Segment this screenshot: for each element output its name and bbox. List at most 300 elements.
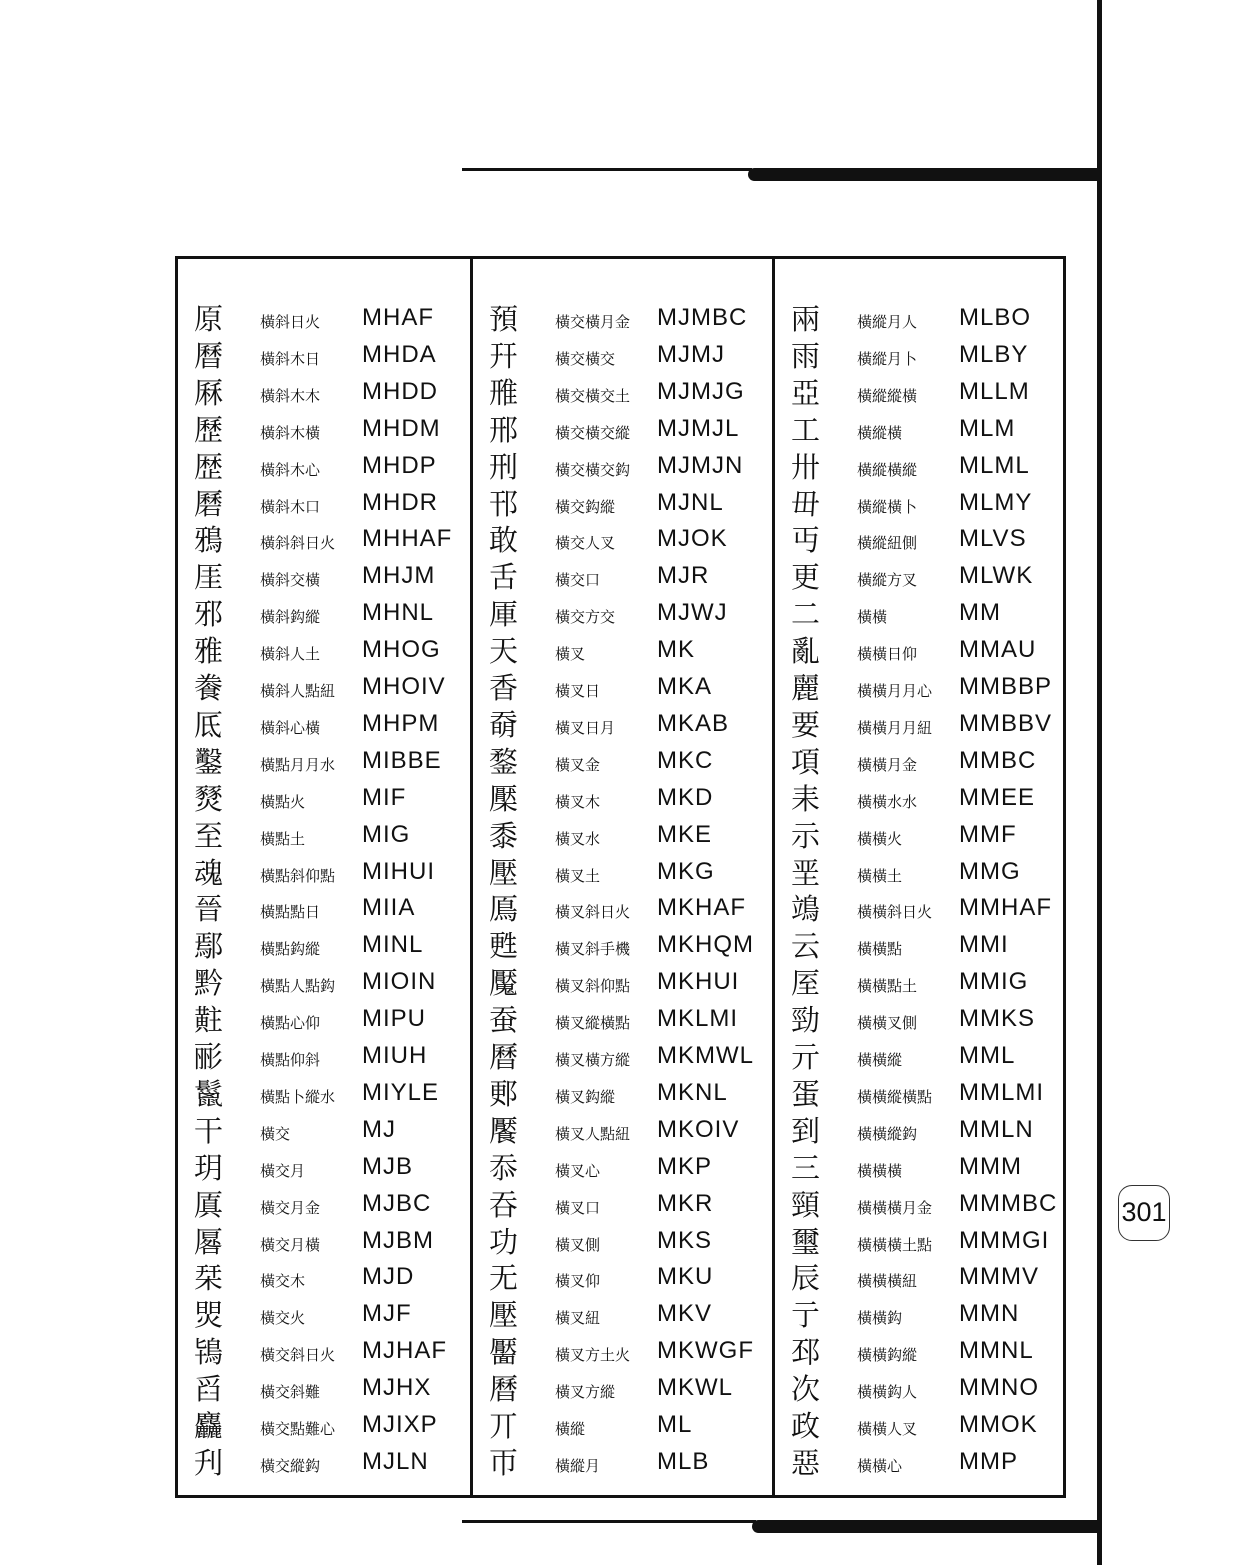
table-row	[775, 965, 1063, 1001]
radical-sequence: 橫交點難心	[260, 1420, 336, 1438]
table-row	[775, 1187, 1063, 1223]
table-row	[473, 1334, 772, 1370]
character: 雅	[194, 634, 224, 669]
table-row	[775, 1260, 1063, 1296]
radical-sequence: 橫交火	[260, 1309, 306, 1328]
character: 厔	[791, 966, 821, 1001]
input-code: MMBBV	[959, 709, 1053, 737]
input-code: MJBC	[362, 1189, 432, 1217]
input-code: MJMBC	[657, 304, 748, 331]
radical-sequence: 橫點鈎縱	[260, 940, 321, 959]
radical-sequence: 橫縱月人	[857, 313, 918, 331]
table-row	[775, 744, 1063, 780]
radical-sequence: 橫交橫交土	[555, 386, 631, 405]
character: 黔	[194, 966, 224, 1001]
radical-sequence: 橫縱橫卜	[857, 497, 918, 516]
radical-sequence: 橫點點日	[260, 903, 321, 922]
table-row	[775, 338, 1063, 374]
table-row	[473, 855, 772, 891]
character: 舌	[489, 560, 519, 595]
table-row	[473, 1187, 772, 1223]
character: 檿	[489, 781, 519, 816]
input-code: MKD	[657, 783, 714, 811]
input-code: MJF	[362, 1300, 412, 1328]
table-column-3	[772, 259, 1063, 1495]
input-code: MMF	[959, 820, 1017, 848]
table-row	[178, 855, 470, 891]
character: 无	[489, 1261, 519, 1296]
radical-sequence: 橫叉斜仰點	[555, 977, 631, 996]
input-code: MKU	[657, 1263, 714, 1291]
input-code: MML	[959, 1042, 1016, 1069]
table-row	[775, 1076, 1063, 1112]
character: 厧	[194, 1187, 224, 1222]
character: 亂	[791, 634, 821, 669]
table-row	[473, 1260, 772, 1296]
radical-sequence: 橫橫縱鈎	[857, 1124, 918, 1143]
character: 栞	[194, 1261, 224, 1296]
input-code: MJD	[362, 1263, 415, 1291]
input-code: MIF	[362, 783, 407, 811]
character: 厤	[194, 375, 224, 410]
character: 奣	[489, 707, 519, 742]
input-code: MIIA	[362, 894, 416, 922]
radical-sequence: 橫橫月月紐	[857, 718, 933, 737]
table-row	[775, 1445, 1063, 1481]
character: 亞	[791, 375, 821, 410]
table-row	[178, 818, 470, 854]
input-code: MLML	[959, 451, 1030, 479]
radical-sequence: 橫交口	[555, 571, 601, 590]
table-row	[473, 928, 772, 964]
character: 預	[489, 302, 519, 336]
table-row	[178, 1113, 470, 1149]
character: 曆	[194, 338, 224, 373]
input-code: MMHAF	[959, 894, 1052, 922]
character: 歴	[194, 449, 224, 484]
radical-sequence: 橫交月	[260, 1161, 306, 1180]
character: 耒	[791, 781, 821, 816]
input-code: MJMJG	[657, 377, 745, 405]
radical-sequence: 橫點月月水	[260, 755, 336, 774]
input-code: MJHAF	[362, 1337, 447, 1365]
character: 毌	[791, 486, 821, 521]
radical-sequence: 橫橫叉側	[857, 1014, 918, 1033]
character: 蛋	[791, 1076, 821, 1111]
table-row	[178, 1002, 470, 1038]
table-row	[473, 707, 772, 743]
table-row	[178, 522, 470, 558]
radical-sequence: 橫叉土	[555, 866, 601, 885]
table-row	[178, 596, 470, 632]
table-row	[473, 338, 772, 374]
table-column-2	[470, 259, 772, 1495]
table-row	[775, 1297, 1063, 1333]
input-code: MHHAF	[362, 525, 453, 553]
input-code: MLWK	[959, 562, 1034, 590]
character: 要	[791, 707, 821, 742]
character: 郠	[489, 1076, 519, 1111]
character: 甦	[489, 929, 519, 964]
input-code: MKWGF	[657, 1337, 754, 1365]
character: 鑿	[194, 744, 224, 779]
radical-sequence: 橫橫日仰	[857, 645, 918, 664]
character: 兩	[791, 302, 821, 336]
character: 示	[791, 818, 821, 853]
table-row	[473, 965, 772, 1001]
input-code: MIHUI	[362, 857, 435, 885]
input-code: MKC	[657, 746, 714, 774]
table-row	[473, 301, 772, 337]
radical-sequence: 橫交木	[260, 1272, 306, 1291]
character: 辰	[791, 1261, 821, 1296]
radical-sequence: 橫交橫交縱	[555, 423, 631, 442]
character: 敢	[489, 523, 519, 558]
input-code: MJLN	[362, 1447, 429, 1475]
table-row	[775, 818, 1063, 854]
character: 項	[791, 744, 821, 779]
page-number: 301	[1118, 1185, 1170, 1241]
character: 功	[489, 1224, 519, 1259]
character: 厬	[194, 1224, 224, 1259]
radical-sequence: 橫縱橫縱	[857, 460, 918, 479]
radical-sequence: 橫橫鈎	[857, 1309, 903, 1328]
input-code: MJOK	[657, 525, 728, 553]
character: 云	[791, 929, 821, 964]
radical-sequence: 橫叉斜日火	[555, 903, 631, 922]
input-code: MIUH	[362, 1042, 428, 1069]
input-code: MMIG	[959, 968, 1029, 996]
radical-sequence: 橫縱方叉	[857, 571, 918, 590]
input-code: MHDA	[362, 340, 437, 368]
character: 鍪	[489, 744, 519, 779]
radical-sequence: 橫橫橫	[857, 1161, 903, 1180]
character: 黈	[194, 1003, 224, 1038]
radical-sequence: 橫交橫交鈎	[555, 460, 631, 479]
radical-sequence: 橫斜心橫	[260, 718, 321, 737]
table-row	[775, 928, 1063, 964]
table-row	[473, 1039, 772, 1075]
input-code: MMP	[959, 1447, 1018, 1475]
table-row	[178, 1224, 470, 1260]
character: 雃	[489, 375, 519, 410]
table-row	[178, 1187, 470, 1223]
table-row	[473, 781, 772, 817]
radical-sequence: 橫斜木口	[260, 497, 321, 516]
input-code: MHDM	[362, 414, 441, 442]
character: 次	[791, 1372, 821, 1407]
table-row	[473, 891, 772, 927]
radical-sequence: 橫橫月月心	[857, 682, 933, 700]
input-code: MMEE	[959, 783, 1035, 811]
input-code: MMAU	[959, 636, 1037, 664]
input-code: MKP	[657, 1152, 713, 1180]
radical-sequence: 橫縱	[555, 1420, 586, 1438]
table-row	[178, 670, 470, 706]
radical-sequence: 橫叉人點紐	[555, 1124, 631, 1143]
character: 原	[194, 302, 224, 336]
character: 三	[791, 1150, 821, 1185]
radical-sequence: 橫叉方土火	[555, 1346, 631, 1365]
radical-sequence: 橫橫橫紐	[857, 1272, 918, 1291]
character: 厓	[194, 560, 224, 595]
character: 卅	[791, 449, 821, 484]
table-row	[473, 1408, 772, 1444]
table-row	[473, 1150, 772, 1186]
radical-sequence: 橫叉側	[555, 1235, 601, 1254]
character: 燹	[194, 781, 224, 816]
table-row	[775, 1371, 1063, 1407]
top-thin-rule	[462, 168, 752, 171]
character: 鬣	[194, 1076, 224, 1111]
input-code: MIG	[362, 820, 411, 848]
character: 丌	[489, 1409, 519, 1443]
input-code: MKA	[657, 673, 713, 700]
character: 蚕	[489, 1003, 519, 1038]
character: 歷	[194, 412, 224, 447]
input-code: MKWL	[657, 1374, 733, 1402]
input-code: MIPU	[362, 1005, 426, 1033]
character: 璽	[791, 1224, 821, 1259]
character: 焸	[194, 1298, 224, 1333]
table-row	[473, 1371, 772, 1407]
table-row	[775, 1039, 1063, 1075]
table-row	[775, 412, 1063, 448]
input-code: MJHX	[362, 1374, 432, 1402]
radical-sequence: 橫斜木橫	[260, 423, 321, 442]
radical-sequence: 橫橫斜日火	[857, 903, 933, 922]
input-code: MLMY	[959, 488, 1033, 516]
radical-sequence: 橫橫月金	[857, 755, 918, 774]
input-code: MHJM	[362, 562, 436, 590]
table-row	[178, 1039, 470, 1075]
input-code: MIOIN	[362, 968, 437, 996]
table-row	[178, 301, 470, 337]
radical-sequence: 橫橫土	[857, 866, 903, 885]
input-code: MMN	[959, 1300, 1020, 1328]
input-code: MK	[657, 636, 695, 664]
radical-sequence: 橫橫心	[857, 1456, 903, 1475]
bottom-thick-rule	[752, 1520, 1100, 1533]
character: 邗	[489, 486, 519, 521]
input-code: MIBBE	[362, 746, 442, 774]
input-code: MHOIV	[362, 673, 446, 700]
input-code: ML	[657, 1411, 693, 1438]
table-row	[473, 1113, 772, 1149]
input-code: MJMJN	[657, 451, 744, 479]
input-code: MMBBP	[959, 673, 1053, 700]
radical-sequence: 橫縱紐側	[857, 534, 918, 553]
character: 魘	[489, 966, 519, 1001]
input-code: MJMJ	[657, 340, 725, 368]
radical-sequence: 橫橫橫土點	[857, 1235, 933, 1254]
radical-sequence: 橫斜日火	[260, 313, 321, 331]
character: 鳫	[489, 892, 519, 927]
input-code: MHPM	[362, 709, 440, 737]
character: 鴗	[791, 892, 821, 927]
radical-sequence: 橫點人點鈎	[260, 977, 336, 996]
input-code: MMLMI	[959, 1078, 1044, 1106]
radical-sequence: 橫點仰斜	[260, 1051, 321, 1069]
radical-sequence: 橫叉心	[555, 1161, 601, 1180]
table-row	[775, 559, 1063, 595]
character: 麤	[194, 1409, 224, 1443]
character: 厎	[194, 707, 224, 742]
character: 亓	[791, 1040, 821, 1074]
radical-sequence: 橫叉紐	[555, 1309, 601, 1328]
radical-sequence: 橫橫水水	[857, 792, 918, 811]
table-row	[473, 449, 772, 485]
character: 黍	[489, 818, 519, 853]
table-row	[178, 965, 470, 1001]
input-code: MKAB	[657, 709, 730, 737]
input-code: MHNL	[362, 599, 435, 627]
input-code: MMG	[959, 857, 1021, 885]
radical-sequence: 橫點卜縱水	[260, 1087, 336, 1106]
character: 忝	[489, 1150, 519, 1185]
radical-sequence: 橫交斜日火	[260, 1346, 336, 1365]
top-thick-rule	[748, 168, 1100, 181]
table-row	[178, 559, 470, 595]
table-row	[178, 1150, 470, 1186]
table-row	[473, 1076, 772, 1112]
radical-sequence: 橫橫鈎人	[857, 1383, 918, 1402]
table-row	[473, 559, 772, 595]
character: 玥	[194, 1150, 224, 1185]
table-row	[473, 818, 772, 854]
character: 垩	[791, 855, 821, 890]
character: 更	[791, 560, 821, 595]
radical-sequence: 橫橫人叉	[857, 1420, 918, 1438]
radical-sequence: 橫叉鈎縱	[555, 1087, 616, 1106]
table-row	[775, 707, 1063, 743]
radical-sequence: 橫交月橫	[260, 1235, 321, 1254]
radical-sequence: 橫縱月	[555, 1456, 601, 1475]
input-code: MMMV	[959, 1263, 1039, 1291]
input-code: MJ	[362, 1115, 396, 1143]
character: 勁	[791, 1003, 821, 1038]
table-row	[178, 744, 470, 780]
character: 饜	[489, 1113, 519, 1148]
input-code: MJNL	[657, 488, 724, 516]
table-row	[775, 1408, 1063, 1444]
table-row	[178, 1260, 470, 1296]
table-row	[775, 891, 1063, 927]
table-row	[178, 1371, 470, 1407]
character: 二	[791, 597, 821, 632]
table-row	[473, 744, 772, 780]
input-code: MKHAF	[657, 894, 746, 922]
input-code: MHOG	[362, 636, 441, 664]
table-row	[178, 1445, 470, 1481]
radical-sequence: 橫交斜難	[260, 1383, 321, 1402]
table-row	[178, 633, 470, 669]
input-code: MKNL	[657, 1078, 728, 1106]
input-code: MJWJ	[657, 599, 728, 627]
character: 邪	[194, 597, 224, 632]
table-row	[473, 486, 772, 522]
input-code: MMLN	[959, 1115, 1034, 1143]
table-row	[775, 449, 1063, 485]
table-row	[473, 375, 772, 411]
character: 餋	[194, 671, 224, 705]
radical-sequence: 橫叉方縱	[555, 1383, 616, 1402]
character: 磿	[194, 486, 224, 521]
input-code: MKE	[657, 820, 713, 848]
character: 工	[791, 412, 821, 447]
character: 曆	[489, 1372, 519, 1407]
radical-sequence: 橫交月金	[260, 1198, 321, 1217]
radical-sequence: 橫縱縱橫	[857, 386, 918, 405]
character: 政	[791, 1409, 821, 1443]
table-row	[473, 1445, 772, 1481]
input-code: MJIXP	[362, 1411, 438, 1438]
radical-sequence: 橫叉仰	[555, 1272, 601, 1291]
input-code: MMMGI	[959, 1226, 1050, 1254]
character: 壓	[489, 1298, 519, 1333]
input-code: MJB	[362, 1152, 413, 1180]
character: 刑	[489, 449, 519, 484]
table-row	[178, 486, 470, 522]
radical-sequence: 橫叉日月	[555, 718, 616, 737]
table-row	[775, 596, 1063, 632]
radical-sequence: 橫叉木	[555, 792, 601, 811]
character: 刋	[194, 1445, 224, 1480]
input-code: MHDR	[362, 488, 438, 516]
table-row	[178, 375, 470, 411]
table-row	[178, 338, 470, 374]
radical-sequence: 橫點心仰	[260, 1014, 321, 1033]
table-row	[775, 375, 1063, 411]
character: 舀	[194, 1372, 224, 1407]
radical-sequence: 橫橫縱	[857, 1051, 903, 1069]
character: 雨	[791, 338, 821, 373]
table-row	[178, 1408, 470, 1444]
character: 惡	[791, 1445, 821, 1480]
character: 邢	[489, 412, 519, 447]
input-code: MHDP	[362, 451, 437, 479]
input-code: MINL	[362, 931, 424, 959]
radical-sequence: 橫叉	[555, 645, 586, 664]
table-row	[775, 1002, 1063, 1038]
radical-sequence: 橫叉金	[555, 755, 601, 774]
table-row	[473, 670, 772, 706]
input-code: MHDD	[362, 377, 438, 405]
table-row	[775, 855, 1063, 891]
radical-sequence: 橫斜鈎縱	[260, 608, 321, 627]
radical-sequence: 橫斜人土	[260, 645, 321, 664]
input-code: MLLM	[959, 377, 1030, 405]
table-row	[775, 486, 1063, 522]
radical-sequence: 橫縱橫	[857, 423, 903, 442]
character: 壓	[489, 855, 519, 890]
radical-sequence: 橫交橫交	[555, 349, 616, 368]
input-code: MHAF	[362, 304, 434, 331]
character: 彨	[194, 1040, 224, 1074]
input-code: MKMWL	[657, 1042, 754, 1069]
table-row	[473, 412, 772, 448]
radical-sequence: 橫交方交	[555, 608, 616, 627]
character: 到	[791, 1113, 821, 1148]
radical-sequence: 橫叉斜手機	[555, 940, 631, 959]
table-row	[473, 596, 772, 632]
input-code: MMI	[959, 931, 1009, 959]
input-code: MMNL	[959, 1337, 1034, 1365]
radical-sequence: 橫點斜仰點	[260, 866, 336, 885]
character: 至	[194, 818, 224, 853]
input-code: MIYLE	[362, 1078, 440, 1106]
table-row	[178, 891, 470, 927]
